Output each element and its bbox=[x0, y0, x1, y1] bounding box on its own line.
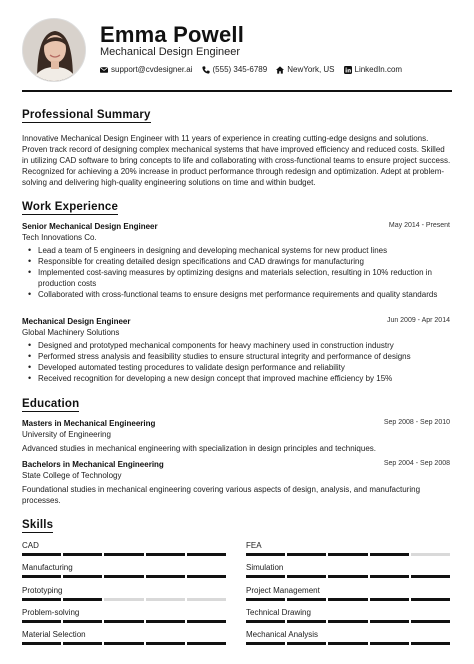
contact-phone[interactable] bbox=[202, 65, 268, 74]
skill-level-segment bbox=[328, 620, 367, 623]
job-title: Mechanical Design Engineer bbox=[22, 317, 131, 326]
skill-item bbox=[246, 607, 450, 623]
skill-level-segment bbox=[411, 553, 450, 556]
skill-level-segment bbox=[63, 553, 102, 556]
contact-email[interactable] bbox=[100, 65, 193, 74]
skill-level-segment bbox=[104, 553, 143, 556]
skill-level-segment bbox=[287, 598, 326, 601]
skill-item bbox=[246, 540, 450, 556]
job-bullets bbox=[22, 245, 450, 300]
skill-level-segment bbox=[146, 620, 185, 623]
contact-linkedin[interactable] bbox=[344, 65, 403, 74]
skill-level-segment bbox=[370, 553, 409, 556]
list-item: • Lead a team of 5 engineers in designing and developing mechanical systems for new product lines bbox=[22, 245, 450, 256]
skill-level-segment bbox=[411, 575, 450, 578]
phone-text: (555) 345-6789 bbox=[212, 65, 268, 74]
list-item: • Performed stress analysis and feasibility studies to ensure structural integrity and performance of designs bbox=[22, 351, 450, 362]
skill-level-segment bbox=[246, 575, 285, 578]
email-text: support@cvdesigner.ai bbox=[111, 65, 193, 74]
skill-level-segment bbox=[370, 598, 409, 601]
resume-header bbox=[0, 0, 474, 92]
skill-level-segment bbox=[287, 553, 326, 556]
skill-level-segment bbox=[187, 553, 226, 556]
skill-level-segment bbox=[287, 620, 326, 623]
skill-level-bar bbox=[22, 598, 226, 601]
job-date: Jun 2009 - Apr 2014 bbox=[386, 317, 450, 324]
skill-level-segment bbox=[22, 620, 61, 623]
skill-item bbox=[246, 562, 450, 578]
company-name: Global Machinery Solutions bbox=[22, 328, 120, 337]
skills-heading: Skills bbox=[22, 519, 54, 531]
skill-level-segment bbox=[63, 575, 102, 578]
skill-level-bar bbox=[22, 553, 226, 556]
skill-level-segment bbox=[104, 642, 143, 645]
skill-level-segment bbox=[104, 620, 143, 623]
location-text: NewYork, US bbox=[287, 65, 335, 74]
list-item: • Responsible for creating detailed design specifications and CAD drawings for manufacturing bbox=[22, 256, 450, 267]
degree-title: Masters in Mechanical Engineering bbox=[22, 419, 156, 428]
skill-level-segment bbox=[246, 642, 285, 645]
list-item: • Implemented cost-saving measures by optimizing designs and materials selection, resulting in 10% reduction in production costs bbox=[22, 267, 450, 289]
experience-heading: Work Experience bbox=[22, 201, 119, 213]
skill-level-bar bbox=[246, 598, 450, 601]
skill-name: Prototyping bbox=[22, 586, 63, 595]
linkedin-icon bbox=[344, 66, 352, 74]
skill-level-segment bbox=[187, 620, 226, 623]
skill-level-bar bbox=[22, 575, 226, 578]
skill-level-segment bbox=[63, 620, 102, 623]
skill-level-segment bbox=[411, 642, 450, 645]
contact-location bbox=[276, 65, 334, 74]
skill-level-segment bbox=[246, 598, 285, 601]
portrait-image bbox=[23, 19, 86, 82]
skill-name: Manufacturing bbox=[22, 563, 73, 572]
summary-heading: Professional Summary bbox=[22, 109, 151, 121]
skill-level-segment bbox=[63, 642, 102, 645]
skill-level-bar bbox=[246, 575, 450, 578]
skill-level-bar bbox=[22, 642, 226, 645]
skill-level-segment bbox=[411, 598, 450, 601]
school-name: State College of Technology bbox=[22, 471, 122, 480]
list-item: • Developed automated testing procedures to validate design performance and reliability bbox=[22, 362, 450, 373]
skill-name: CAD bbox=[22, 541, 39, 550]
skill-level-segment bbox=[146, 642, 185, 645]
skill-name: Technical Drawing bbox=[246, 608, 311, 617]
phone-icon bbox=[202, 66, 210, 74]
skill-level-segment bbox=[187, 575, 226, 578]
skill-item bbox=[22, 562, 226, 578]
skill-name: Simulation bbox=[246, 563, 284, 572]
degree-title: Bachelors in Mechanical Engineering bbox=[22, 460, 164, 469]
contact-info bbox=[100, 65, 411, 74]
skill-level-bar bbox=[246, 620, 450, 623]
skill-level-segment bbox=[411, 620, 450, 623]
skill-level-bar bbox=[246, 553, 450, 556]
header-divider bbox=[22, 90, 452, 92]
education-heading: Education bbox=[22, 398, 80, 410]
skill-name: Project Management bbox=[246, 586, 320, 595]
skill-level-segment bbox=[146, 575, 185, 578]
degree-date: Sep 2004 - Sep 2008 bbox=[383, 460, 450, 467]
skill-level-segment bbox=[22, 553, 61, 556]
skill-level-segment bbox=[187, 642, 226, 645]
list-item: • Designed and prototyped mechanical components for heavy machinery used in construction industry bbox=[22, 340, 450, 351]
skill-level-segment bbox=[246, 553, 285, 556]
skill-level-segment bbox=[246, 620, 285, 623]
job-bullets bbox=[22, 340, 450, 384]
company-name: Tech Innovations Co. bbox=[22, 233, 97, 242]
skill-name: Problem-solving bbox=[22, 608, 80, 617]
envelope-icon bbox=[100, 66, 108, 74]
skill-name: Material Selection bbox=[22, 630, 86, 639]
skill-level-segment bbox=[22, 598, 61, 601]
skill-level-segment bbox=[187, 598, 226, 601]
skill-level-segment bbox=[146, 598, 185, 601]
skill-item bbox=[22, 629, 226, 645]
skill-level-segment bbox=[370, 575, 409, 578]
summary-text: Innovative Mechanical Design Engineer with 11 years of experience in creating cutting-edge designs and solutions. Proven track record of designing complex mechanical systems that have improved efficiency and reduced costs. Skilled in utilizing CAD software to bring concepts to life and collaborating with cross-functional teams to ensure project success. Recognized for achieving a 20% increase in product performance through redesign and optimization. Adept at problem-solving and delivering high-quality engineering solutions on time and within budget. bbox=[22, 134, 451, 187]
linkedin-text: LinkedIn.com bbox=[354, 65, 403, 74]
skill-item bbox=[22, 585, 226, 601]
skill-level-segment bbox=[22, 575, 61, 578]
degree-description: Foundational studies in mechanical engineering covering various aspects of design, analysis, and manufacturing processes. bbox=[22, 485, 421, 505]
skill-item bbox=[246, 629, 450, 645]
school-name: University of Engineering bbox=[22, 430, 111, 439]
skill-level-segment bbox=[287, 642, 326, 645]
skill-level-segment bbox=[22, 642, 61, 645]
degree-date: Sep 2008 - Sep 2010 bbox=[383, 419, 450, 426]
skill-level-segment bbox=[104, 598, 143, 601]
skill-level-segment bbox=[63, 598, 102, 601]
skill-level-segment bbox=[104, 575, 143, 578]
profile-photo bbox=[22, 18, 86, 82]
skill-level-segment bbox=[370, 620, 409, 623]
skill-level-segment bbox=[328, 575, 367, 578]
skill-level-segment bbox=[370, 642, 409, 645]
job-date: May 2014 - Present bbox=[388, 222, 450, 229]
degree-description: Advanced studies in mechanical engineering with specialization in design principles and techniques. bbox=[22, 444, 376, 453]
skill-name: Mechanical Analysis bbox=[246, 630, 319, 639]
list-item: • Collaborated with cross-functional teams to ensure designs met performance requirements and quality standards bbox=[22, 289, 450, 300]
list-item: • Received recognition for developing a new design concept that improved machine efficiency by 15% bbox=[22, 373, 450, 384]
skill-item bbox=[22, 540, 226, 556]
skill-level-segment bbox=[328, 642, 367, 645]
skill-item bbox=[246, 585, 450, 601]
candidate-name: Emma Powell bbox=[100, 22, 245, 47]
job-title-headline: Mechanical Design Engineer bbox=[100, 46, 241, 58]
home-icon bbox=[276, 66, 284, 74]
skill-level-segment bbox=[146, 553, 185, 556]
job-title: Senior Mechanical Design Engineer bbox=[22, 222, 158, 231]
skill-level-bar bbox=[246, 642, 450, 645]
skill-level-segment bbox=[328, 598, 367, 601]
skill-level-bar bbox=[22, 620, 226, 623]
skill-item bbox=[22, 607, 226, 623]
skill-level-segment bbox=[328, 553, 367, 556]
skill-level-segment bbox=[287, 575, 326, 578]
skill-name: FEA bbox=[246, 541, 262, 550]
